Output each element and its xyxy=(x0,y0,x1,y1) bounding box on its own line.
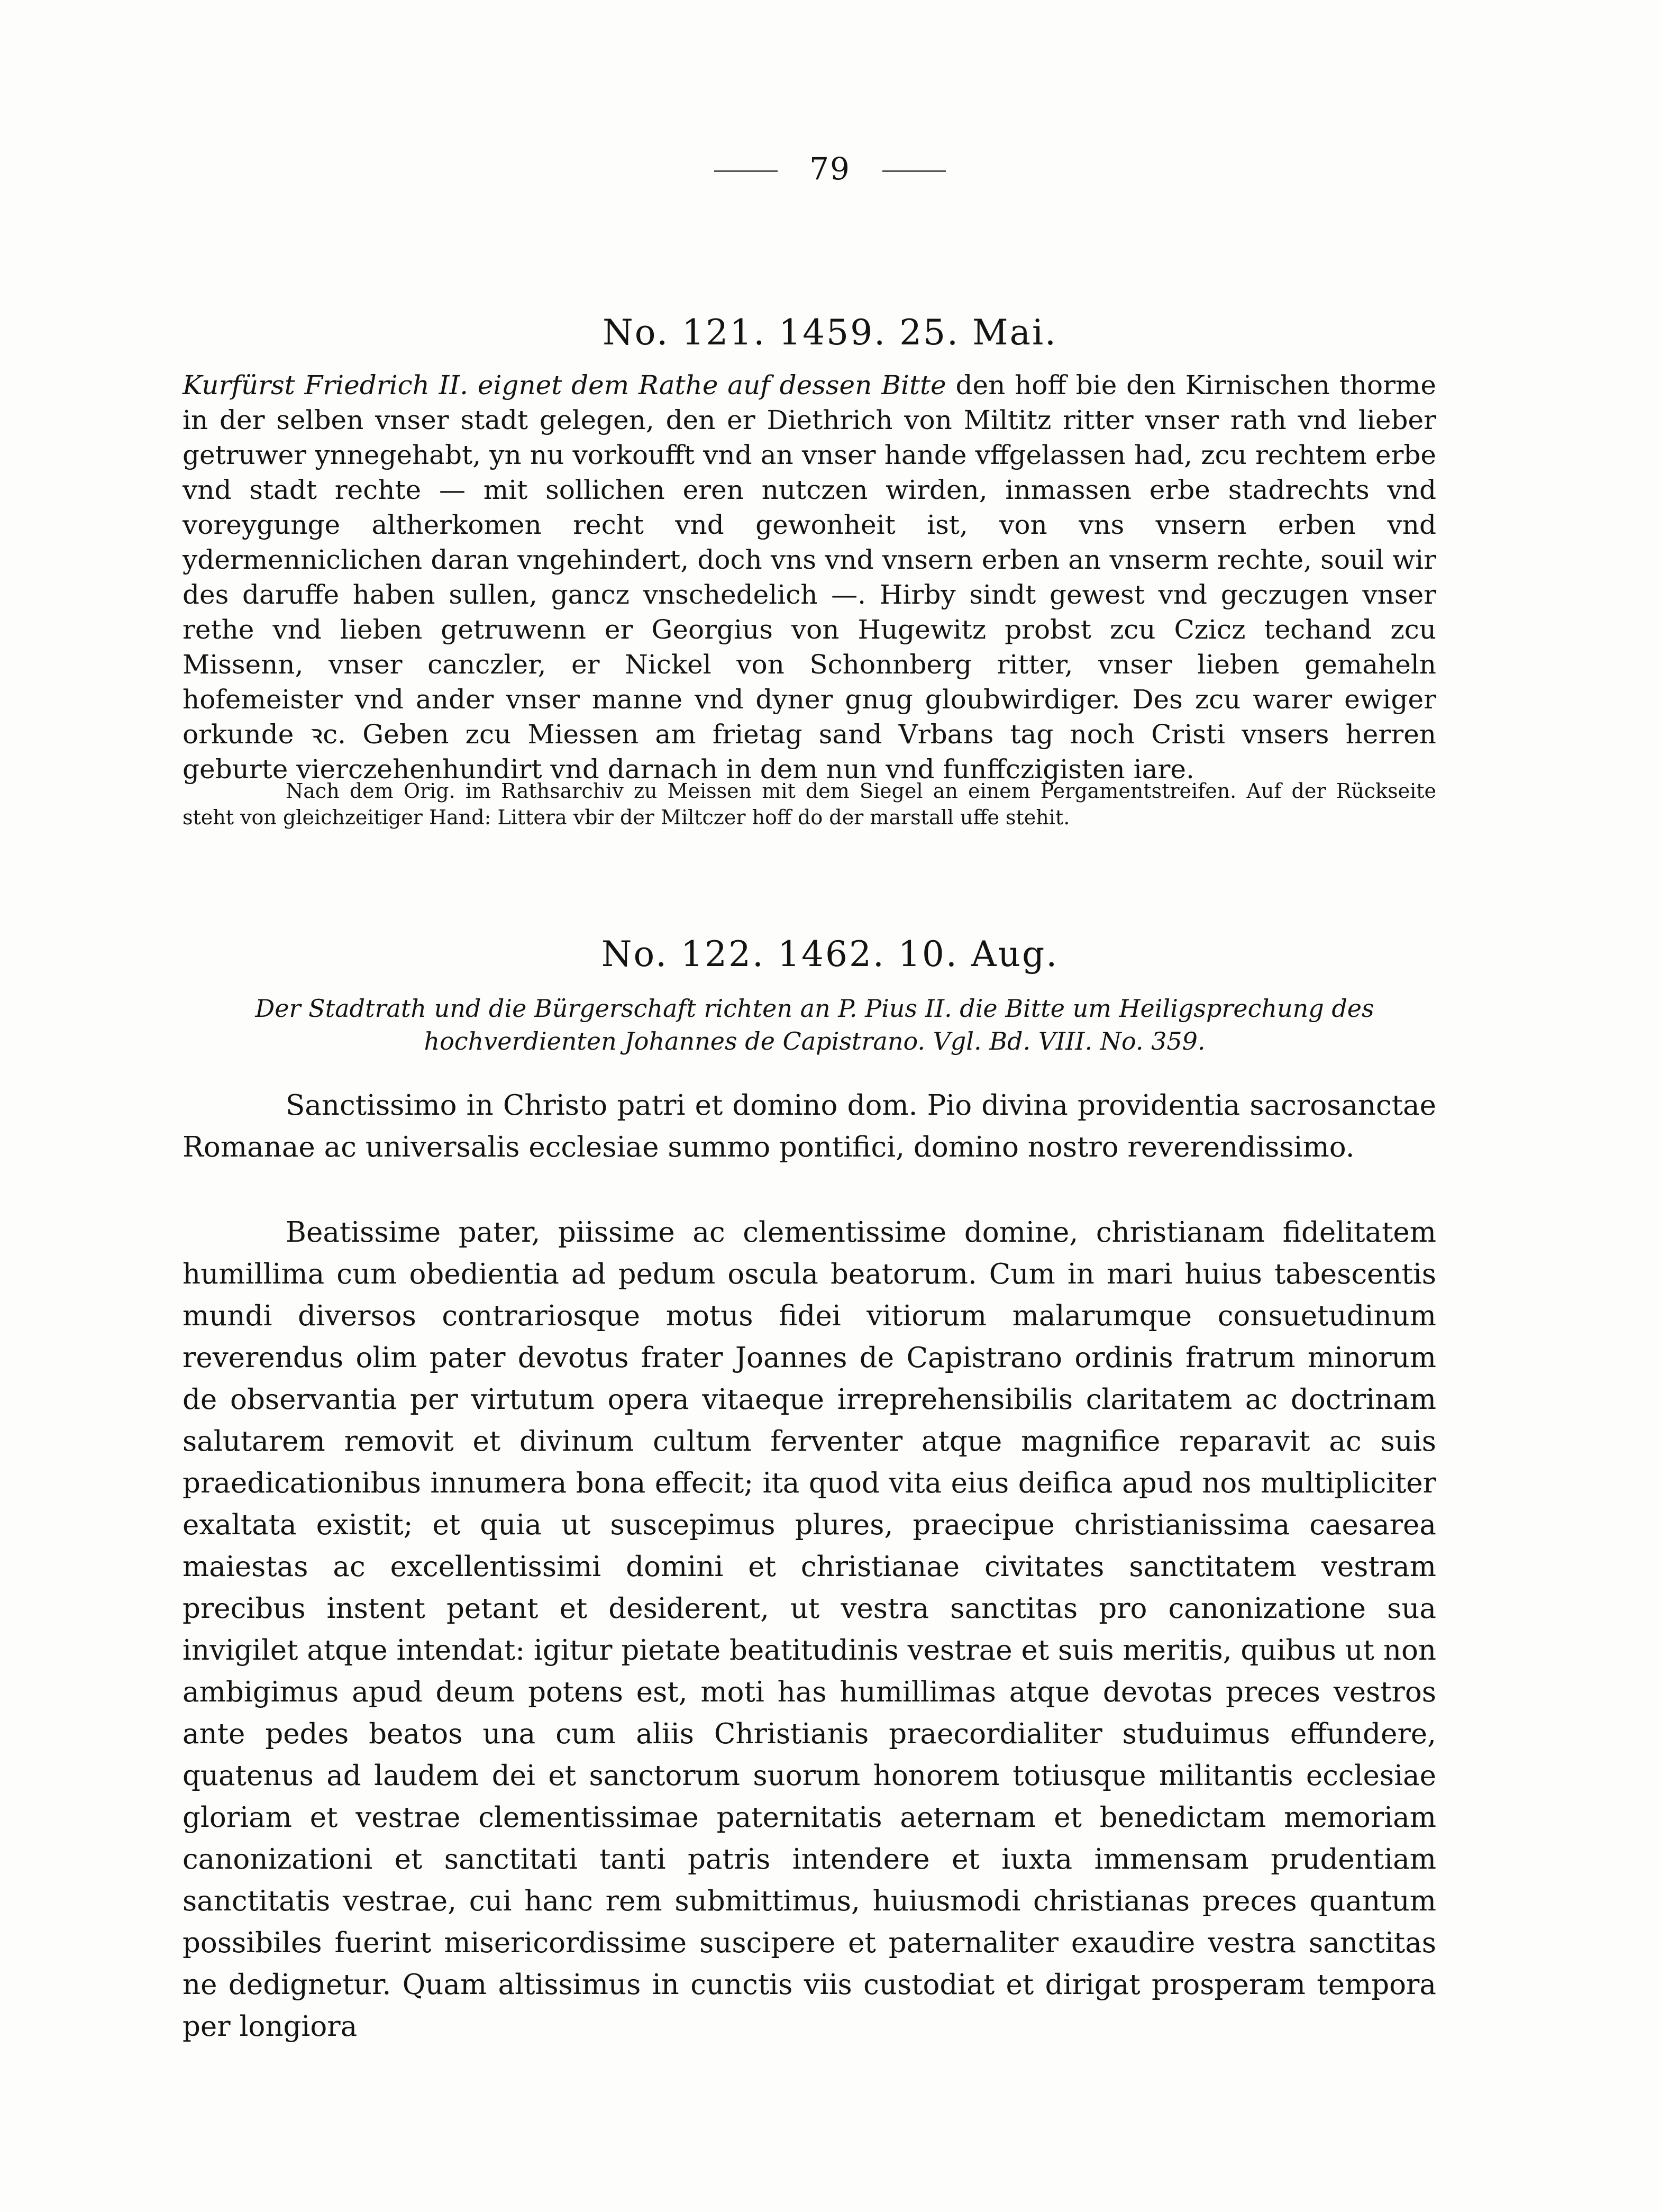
header-rule-right xyxy=(882,170,946,172)
entry-121-source-note: Nach dem Orig. im Rathsarchiv zu Meissen mit dem Siegel an einem Pergamentstreifen. Auf der Rückseite steht von gleichzeitiger Hand: Littera vbir der Miltczer hoff do der marstall uffe stehit. xyxy=(183,779,1436,829)
entry-title-122: No. 122. 1462. 10. Aug. xyxy=(601,934,1059,975)
entry-121-body: den hoff bie den Kirnischen thorme in der selben vnser stadt gelegen, den er Diethrich von Miltitz ritter vnser rath vnd lieber getruwer ynnegehabt, yn nu vorkoufft vnd an vnser hande vffgelassen had, zcu rechtem erbe vnd stadt rechte — mit sollichen eren nutczen wirden, inmassen erbe stadrechts vnd voreygunge altherkomen recht vnd gewonheit ist, von vns vnsern erben vnd ydermenniclichen daran vngehindert, doch vns vnd vnsern erben an vnserm rechte, souil wir des daruffe haben sullen, gancz vnschedelich —. Hirby sindt gewest vnd geczugen vnser rethe vnd lieben getruwenn er Georgius von Hugewitz probst zcu Czicz techand zcu Missenn, vnser canczler, er Nickel von Schonnberg ritter, vnser lieben gemaheln hofemeister vnd ander vnser manne vnd dyner gnug gloubwirdiger. Des zcu warer ewiger orkunde ꝛc. Geben zcu Miessen am frietag sand Vrbans tag noch Cristi vnsers herren geburte vierczehenhundirt vnd darnach in dem nun vnd funffczigisten iare. xyxy=(183,370,1436,785)
entry-title-121: No. 121. 1459. 25. Mai. xyxy=(602,312,1058,353)
header-rule-left xyxy=(714,170,778,172)
entry-122-address: Sanctissimo in Christo patri et domino dom. Pio divina providentia sacrosanctae Romanae ac universalis ecclesiae summo pontifici, domino nostro reverendissimo. xyxy=(183,1089,1436,1163)
page-number: 79 xyxy=(809,151,851,187)
entry-122-summary: Der Stadtrath und die Bürgerschaft richten an P. Pius II. die Bitte um Heiligsprechung des hochverdienten Johannes de Capistrano. Vgl. Bd. VIII. No. 359. xyxy=(255,994,1374,1055)
page-header xyxy=(0,151,1660,187)
entry-121-text xyxy=(183,368,1436,787)
entry-121-summary: Kurfürst Friedrich II. eignet dem Rathe auf dessen Bitte xyxy=(183,370,946,400)
entry-122-body: Beatissime pater, piissime ac clementissime domine, christianam fidelitatem humillima cum obedientia ad pedum oscula beatorum. Cum in mari huius tabescentis mundi diversos contrariosque motus fidei vitiorum malarumque consuetudinum reverendus olim pater devotus frater Joannes de Capistrano ordinis fratrum minorum de observantia per virtutum opera vitaeque irreprehensibilis claritatem ac doctrinam salutarem removit et divinum cultum ferventer atque magnifice reparavit ac suis praedicationibus innumera bona effecit; ita quod vita eius deifica apud nos multipliciter exaltata existit; et quia ut suscepimus plures, praecipue christianissima caesarea maiestas ac excellentissimi domini et christianae civitates sanctitatem vestram precibus instent petant et desiderent, ut vestra sanctitas pro canonizatione sua invigilet atque intendat: igitur pietate beatitudinis vestrae et suis meritis, quibus ut non ambigimus apud deum potens est, moti has humillimas atque devotas preces vestros ante pedes beatos una cum aliis Christianis praecordialiter studuimus effundere, quatenus ad laudem dei et sanctorum suorum honorem totiusque militantis ecclesiae gloriam et vestrae clementissimae paternitatis aeternam et benedictam memoriam canonizationi et sanctitati tanti patris intendere et iuxta immensam prudentiam sanctitatis vestrae, cui hanc rem submittimus, huiusmodi christianas preces quantum possibiles fuerint misericordissime suscipere et paternaliter exaudire vestra sanctitas ne dedignetur. Quam altissimus in cunctis viis custodiat et dirigat prosperam tempora per longiora xyxy=(183,1216,1436,2043)
